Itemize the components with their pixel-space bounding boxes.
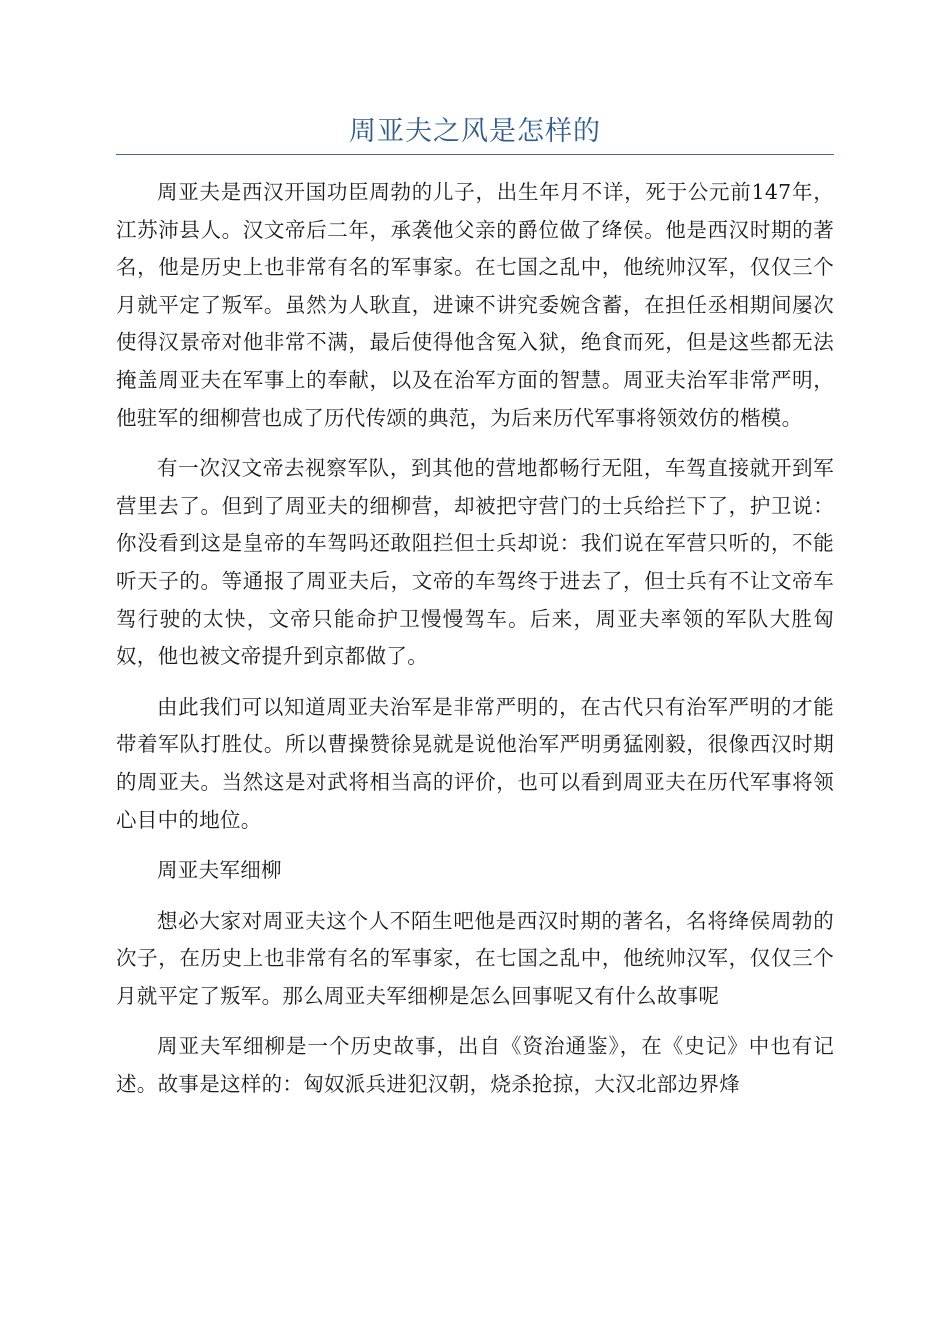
title-underline: [116, 154, 834, 155]
paragraph-inspection: 有一次汉文帝去视察军队，到其他的营地都畅行无阻，车驾直接就开到军营里去了。但到了周亚夫的细柳营，却被把守营门的士兵给拦下了，护卫说：你没看到这是皇帝的车驾吗还敢阻拦但士兵却说：我们说在军营只听的，不能听天子的。等通报了周亚夫后，文帝的车驾终于进去了，但士兵有不让文帝车驾行驶的太快，文帝只能命护卫慢慢驾车。后来，周亚夫率领的军队大胜匈奴，他也被文帝提升到京都做了。: [116, 456, 834, 669]
paragraph-conclusion: 由此我们可以知道周亚夫治军是非常严明的，在古代只有治军严明的才能带着军队打胜仗。所以曹操赞徐晃就是说他治军严明勇猛刚毅，很像西汉时期的周亚夫。当然这是对武将相当高的评价，也可以看到周亚夫在历代军事将领心目中的地位。: [116, 694, 834, 832]
paragraph-section-intro: 想必大家对周亚夫这个人不陌生吧他是西汉时期的著名，名将绛侯周勃的次子，在历史上也非常有名的军事家，在七国之乱中，他统帅汉军，仅仅三个月就平定了叛军。那么周亚夫军细柳是怎么回事呢又有什么故事呢: [116, 908, 834, 1008]
document-body: [116, 174, 834, 1117]
paragraph-intro: 周亚夫是西汉开国功臣周勃的儿子，出生年月不详，死于公元前147年，江苏沛县人。汉文帝后二年，承袭他父亲的爵位做了绛侯。他是西汉时期的著名，他是历史上也非常有名的军事家。在七国之乱中，他统帅汉军，仅仅三个月就平定了叛军。虽然为人耿直，进谏不讲究委婉含蓄，在担任丞相期间屡次使得汉景帝对他非常不满，最后使得他含冤入狱，绝食而死，但是这些都无法掩盖周亚夫在军事上的奉献，以及在治军方面的智慧。周亚夫治军非常严明，他驻军的细柳营也成了历代传颂的典范，为后来历代军事将领效仿的楷模。: [116, 180, 834, 430]
section-heading: 周亚夫军细柳: [157, 858, 282, 883]
document-title: 周亚夫之风是怎样的: [349, 116, 601, 147]
paragraph-story: 周亚夫军细柳是一个历史故事，出自《资治通鉴》，在《史记》中也有记述。故事是这样的：匈奴派兵进犯汉朝，烧杀抢掠，大汉北部边界烽: [116, 1034, 834, 1097]
